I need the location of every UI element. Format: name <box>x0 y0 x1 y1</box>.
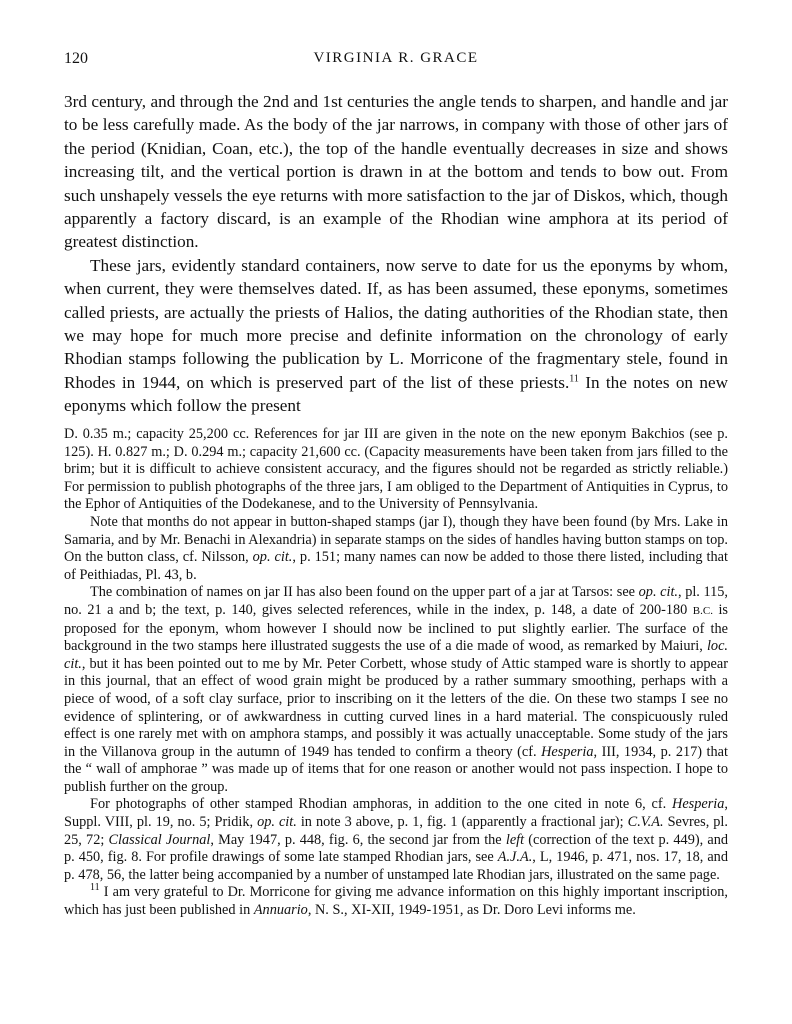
note-text: , pl. 115, no. 21 a and b; the text, p. 140, gives selected references, while in the index, p. 148, a date of 200-180 <box>64 584 728 618</box>
body-paragraph-2 <box>64 254 728 418</box>
note-italic: op. cit. <box>638 584 678 601</box>
note-months <box>64 514 728 584</box>
note-text: Sevres, pl. 25, 72; <box>64 814 728 848</box>
note-photographs <box>64 796 728 884</box>
note-italic: Hesperia <box>541 743 594 760</box>
note-text: , Suppl. VIII, pl. 19, no. 5; Pridik, <box>64 796 728 831</box>
note-text: , III, 1934, p. 217) that the “ wall of amphorae ” was made up of items that for one reason or another would not pass inspection. I hope to publish further on the group. <box>64 743 728 795</box>
note-text: , but it has been pointed out to me by Mr. Peter Corbett, whose study of Attic stamped ware is shortly to appear in this journal, that an effect of wood grain might be produced by a rather summary smoothing, perhaps with a piece of wood, of a soft clay surface, prior to inscribing on it the letters of the die. On these two stamps I see no evidence of splintering, or of awkwardness in cutting curved lines in a hard material. The conspicuously ruled effect is one rarely met with on amphora stamps, and possibly it was actually unacceptable. Some study of the jars in the Villanova group in the autumn of 1949 has tended to confirm a theory (cf. <box>64 655 728 760</box>
note-italic: loc. cit. <box>64 638 728 672</box>
body-paragraph-1: 3rd century, and through the 2nd and 1st centuries the angle tends to sharpen, and handle and jar to be less carefully made. As the body of the jar narrows, in company with those of other jars of the period (Knidian, Coan, etc.), the top of the handle eventually decreases in size and shows increasing tilt, and the vertical portion is drawn in at the bottom and tends to bow out. From such unshapely vessels the eye returns with more satisfaction to the jar of Diskos, which, though apparently a factory discard, is an example of the Rhodian wine amphora at its period of greatest distinction. <box>64 92 728 252</box>
note-tarsos <box>64 584 728 796</box>
footnote-ref-11[interactable]: 11 <box>569 373 579 385</box>
note-text: For photographs of other stamped Rhodian amphoras, in addition to the one cited in note 6, cf. <box>90 796 672 813</box>
footnotes <box>64 426 728 920</box>
footnote-number: 11 <box>90 882 100 894</box>
note-italic: C.V.A. <box>627 814 664 831</box>
note-text: (correction of the text p. 449), and p. 450, fig. 8. For profile drawings of some late stamped Rhodian jars, see <box>64 831 728 866</box>
note-italic: A.J.A. <box>497 849 533 866</box>
note-continuation: D. 0.35 m.; capacity 25,200 cc. References for jar III are given in the note on the new eponym Bakchios (see p. 125). H. 0.827 m.; D. 0.294 m.; capacity 21,600 cc. (Capacity measurements have been taken from jars filled to the brim; but it is difficult to achieve consistent accuracy, and the figures should not be regarded as strictly reliable.) For permission to publish photographs of the three jars, I am obliged to the Department of Antiquities in Cyprus, to the Ephor of Antiquities of the Dodekanese, and to the University of Pennsylvania. <box>64 426 728 513</box>
note-italic: left <box>505 831 525 848</box>
page-number: 120 <box>64 50 88 67</box>
note-text: Note that months do not appear in button-shaped stamps (jar I), though they have been found (by Mrs. Lake in Samaria, and by Mr. Benachi in Alexandria) in separate stamps on the sides of handles having button stamps on top. On the button class, cf. Nilsson, <box>64 513 728 566</box>
body-paragraph-2-tail: In the notes on new eponyms which follow the present <box>64 372 728 416</box>
note-text: The combination of names on jar II has also been found on the upper part of a jar at Tarsos: see <box>90 584 639 601</box>
page-header <box>64 50 728 74</box>
note-italic: Annuario <box>253 902 308 919</box>
note-italic: Hesperia <box>672 796 725 813</box>
main-text <box>64 90 728 418</box>
note-text: in note 3 above, p. 1, fig. 1 (apparently a fractional jar); <box>296 814 628 831</box>
footnote-11 <box>64 884 728 919</box>
note-text: , May 1947, p. 448, fig. 6, the second jar from the <box>210 831 506 848</box>
note-italic: op. cit. <box>252 549 293 566</box>
note-text: , N. S., XI-XII, 1949-1951, as Dr. Doro Levi informs me. <box>307 902 636 919</box>
note-text: I am very grateful to Dr. Morricone for giving me advance information on this highly important inscription, which has just been published in <box>64 884 728 919</box>
note-italic: Classical Journal <box>108 831 211 848</box>
note-smallcaps: B.C. <box>692 604 713 617</box>
note-text: is proposed for the eponym, whom however I should now be inclined to put slightly earlier. The surface of the background in the two stamps here illustrated suggests the use of a die made of wood, as remarked by Maiuri, <box>64 601 728 655</box>
note-text: , L, 1946, p. 471, nos. 17, 18, and p. 478, 56, the latter being accompanied by a number of unstamped late Rhodian jars, illustrated on the same page. <box>64 849 728 883</box>
running-title: VIRGINIA R. GRACE <box>313 50 479 66</box>
note-text: , p. 151; many names can now be added to those there listed, including that of Peithiadas, Pl. 43, b. <box>64 549 728 583</box>
body-paragraph-2-text: These jars, evidently standard containers, now serve to date for us the eponyms by whom, when current, they were themselves dated. If, as has been assumed, these eponyms, sometimes called priests, are actually the priests of Halios, the dating authorities of the Rhodian state, then we may hope for much more precise and definite information on the chronology of early Rhodian stamps following the publication by L. Morricone of the fragmentary stele, found in Rhodes in 1944, on which is preserved part of the list of these priests. <box>64 255 728 392</box>
note-italic: op. cit. <box>257 814 297 831</box>
